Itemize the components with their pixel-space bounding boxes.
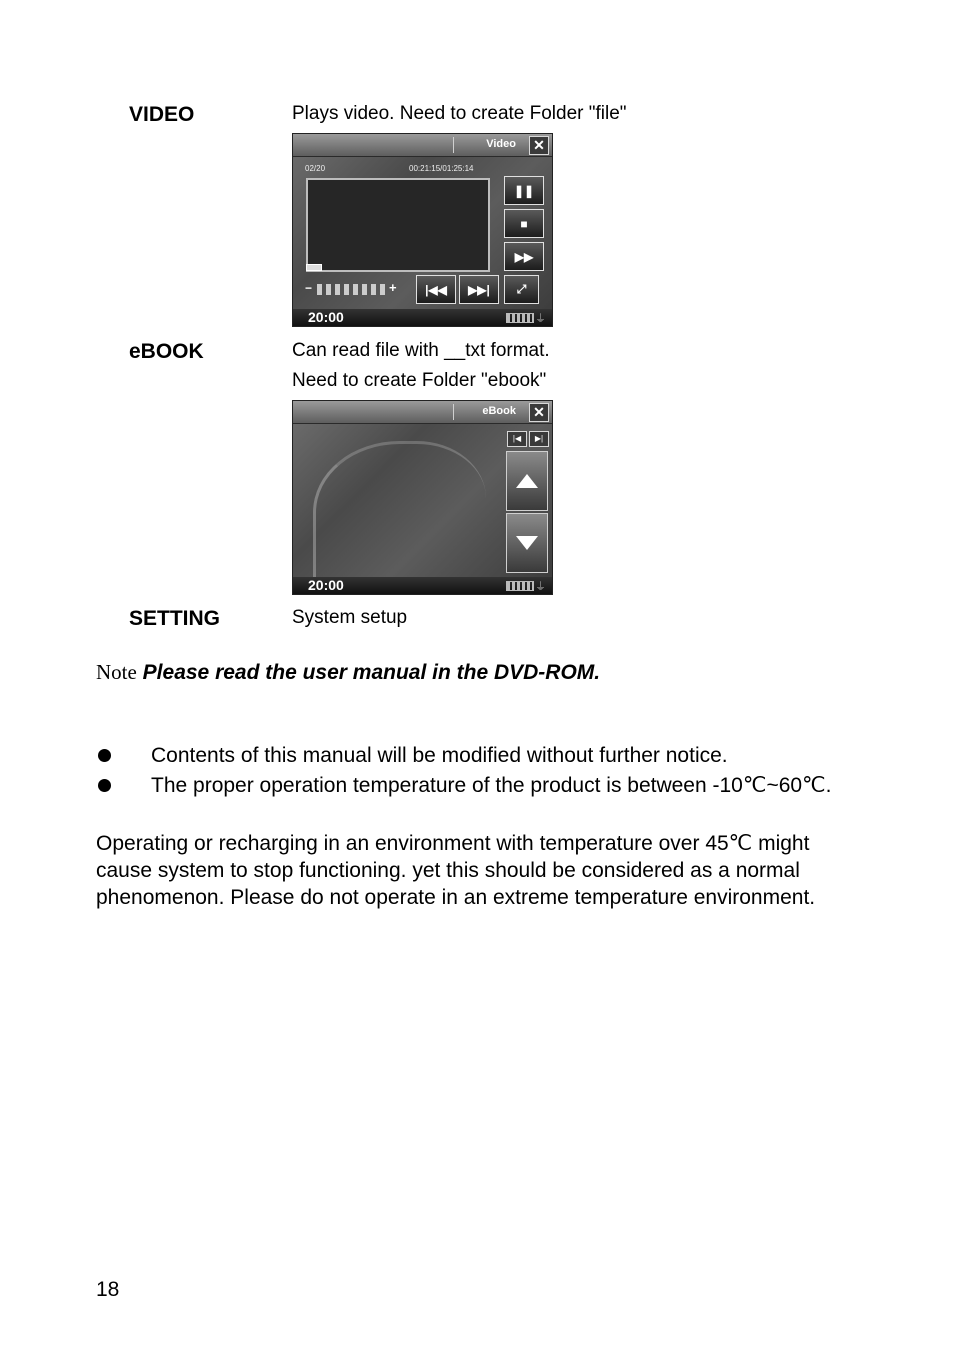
bullet-text: The proper operation temperature of the product is between -10℃~60℃. xyxy=(151,774,832,797)
battery-icon xyxy=(506,313,534,323)
status-bar xyxy=(293,577,552,594)
fast-forward-button[interactable]: ▶▶ xyxy=(504,242,544,271)
stop-button[interactable]: ■ xyxy=(504,209,544,238)
clock: 20:00 xyxy=(308,577,344,593)
note xyxy=(96,660,600,685)
status-bar xyxy=(293,309,552,326)
playback-time: 00:21:15/01:25:14 xyxy=(409,164,474,173)
track-counter: 02/20 xyxy=(305,164,326,173)
previous-button[interactable]: |◀◀ xyxy=(416,275,456,304)
note-label: Note xyxy=(96,660,137,684)
section-desc-video: Plays video. Need to create Folder "file" xyxy=(292,103,627,124)
arrow-down-icon xyxy=(516,536,538,550)
battery-icon xyxy=(506,581,534,591)
arrow-up-icon xyxy=(516,474,538,488)
volume-down-icon[interactable]: − xyxy=(305,281,313,295)
section-desc-ebook-line1: Can read file with __txt format. xyxy=(292,340,550,361)
first-page-button[interactable]: |◀ xyxy=(507,431,527,447)
note-text: Please read the user manual in the DVD-ROM. xyxy=(142,661,601,684)
video-player-screenshot xyxy=(292,133,553,327)
section-desc-setting: System setup xyxy=(292,607,408,628)
page-number: 18 xyxy=(96,1278,120,1301)
fullscreen-button[interactable]: ⤢ xyxy=(504,275,539,304)
scroll-up-button[interactable] xyxy=(506,451,548,511)
bullet-icon xyxy=(98,749,111,762)
next-button[interactable]: ▶▶| xyxy=(459,275,499,304)
plug-icon: ⏚ xyxy=(535,581,546,593)
video-display-area xyxy=(306,178,490,272)
section-label-setting: SETTING xyxy=(129,607,221,630)
pause-button[interactable]: ❚❚ xyxy=(504,176,544,205)
section-label-video: VIDEO xyxy=(129,103,195,126)
close-button[interactable]: ✕ xyxy=(529,136,549,155)
clock: 20:00 xyxy=(308,309,344,325)
plug-icon: ⏚ xyxy=(535,313,546,325)
background-swirl xyxy=(313,441,486,584)
volume-bar[interactable] xyxy=(317,284,387,295)
bullet-item xyxy=(96,772,876,830)
progress-handle[interactable] xyxy=(306,264,322,271)
window-title: eBook xyxy=(482,405,516,417)
title-bar xyxy=(293,134,552,157)
bullet-text: Contents of this manual will be modified without further notice. xyxy=(151,744,728,767)
section-label-ebook: eBOOK xyxy=(129,340,204,363)
bullet-item xyxy=(96,742,876,772)
close-button[interactable]: ✕ xyxy=(529,403,549,422)
scroll-down-button[interactable] xyxy=(506,513,548,573)
window-title: Video xyxy=(486,138,516,150)
ebook-reader-screenshot xyxy=(292,400,553,595)
volume-up-icon[interactable]: + xyxy=(389,280,397,295)
title-bar xyxy=(293,401,552,424)
bullet-icon xyxy=(98,779,111,792)
temperature-paragraph: Operating or recharging in an environment with temperature over 45℃ might cause system to stop functioning. yet this should be considered as a normal phenomenon. Please do not operate in an extreme temperature environment. xyxy=(96,832,816,909)
section-desc-ebook-line2: Need to create Folder "ebook" xyxy=(292,370,547,391)
last-page-button[interactable]: ▶| xyxy=(529,431,549,447)
